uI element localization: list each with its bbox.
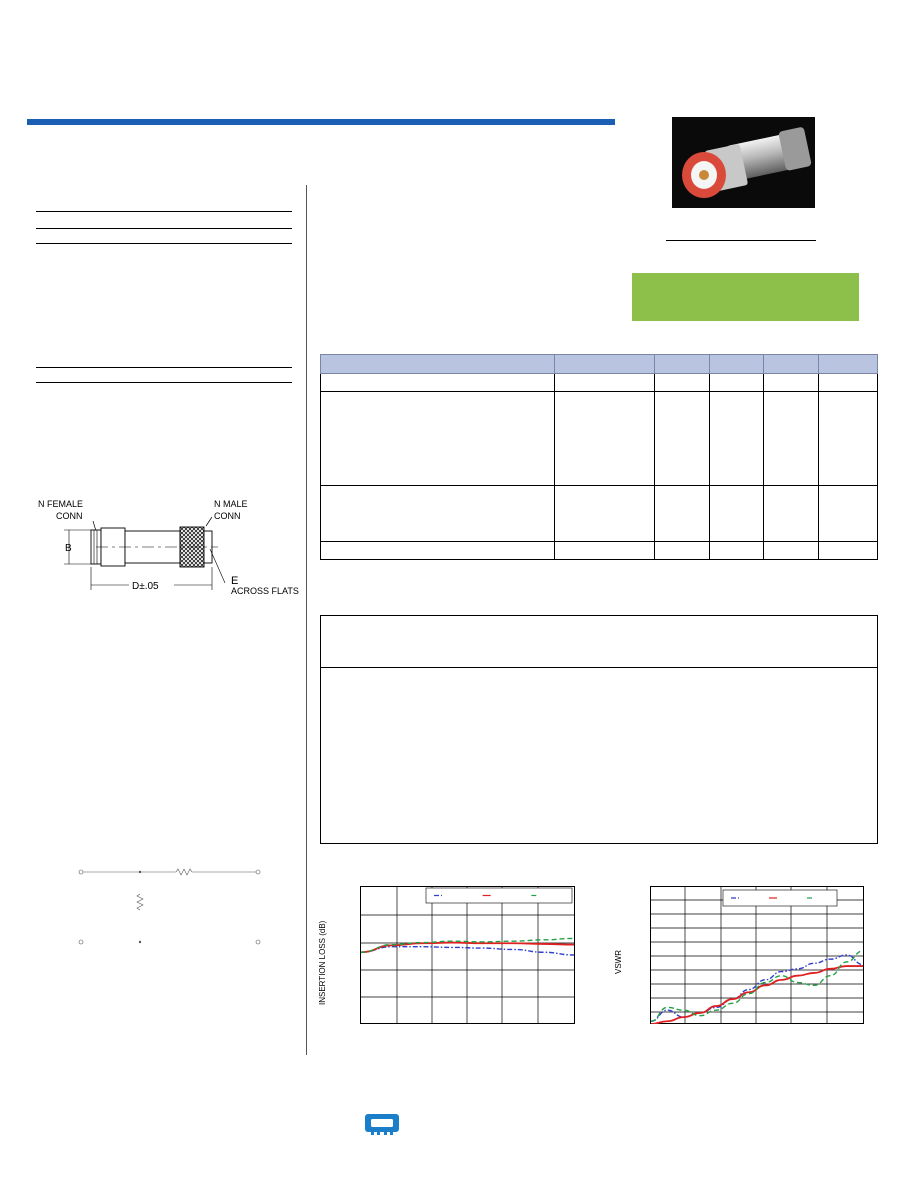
dimension-e: E (231, 575, 239, 587)
female-label-line1: N FEMALE (38, 499, 84, 509)
left-rule (36, 228, 292, 229)
plot-frame (361, 887, 575, 1024)
dimension-e-note: ACROSS FLATS (231, 586, 299, 596)
left-rule (36, 367, 292, 368)
specifications-table (320, 354, 878, 560)
table-row (320, 542, 878, 560)
table-header (320, 354, 878, 374)
notes-box (320, 615, 878, 844)
male-label-line2: CONN (214, 511, 241, 521)
company-logo (364, 1112, 400, 1136)
table-row (320, 486, 878, 542)
dimension-d: D±.05 (132, 581, 159, 592)
column-divider (306, 185, 307, 1055)
left-rule (36, 382, 292, 383)
dimension-b: B (65, 543, 72, 554)
table-row (320, 374, 878, 392)
notes-separator (321, 667, 877, 668)
legend-box (426, 888, 572, 903)
plot-frame (651, 887, 864, 1024)
vswr-chart (650, 886, 864, 1024)
chart-2-ylabel: VSWR (614, 950, 623, 974)
product-photo (672, 117, 815, 208)
schematic-diagram (76, 864, 266, 948)
left-rule (36, 211, 292, 212)
chart-1-ylabel: INSERTION LOSS (dB) (318, 920, 327, 1005)
highlight-box (632, 273, 859, 321)
outline-drawing (36, 495, 310, 601)
insertion-loss-chart (360, 886, 575, 1024)
photo-caption-rule (666, 240, 816, 241)
male-label-line1: N MALE (214, 499, 248, 509)
left-rule (36, 243, 292, 244)
legend-box (723, 890, 837, 906)
header-rule (27, 119, 615, 125)
female-label-line2: CONN (56, 511, 83, 521)
table-row (320, 392, 878, 486)
